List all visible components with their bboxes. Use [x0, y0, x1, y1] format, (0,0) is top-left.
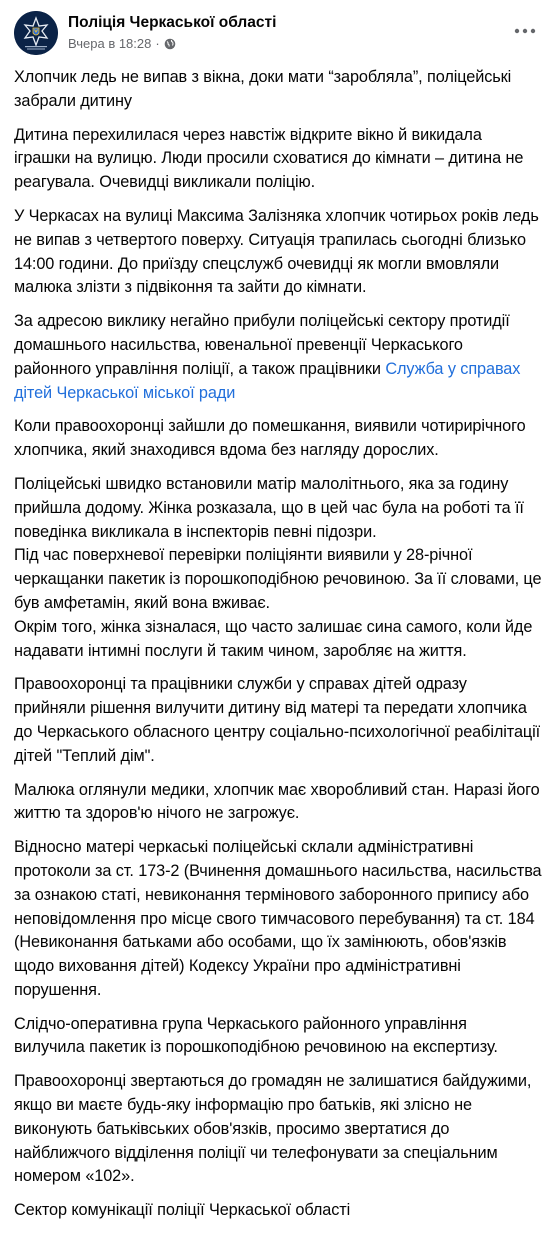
post-body — [14, 66, 542, 1233]
post-paragraph: Правоохоронці звертаються до громадян не залишатися байдужими, якщо ви маєте будь-яку інформацію про батьків, які злісно не виконують батьківських обов'язків, просимо звертатися до найближчого відділення поліції чи телефонувати за спеціальним номером «102». — [14, 1072, 532, 1186]
post-paragraph: Коли правоохоронці зайшли до помешкання, виявили чотирирічного хлопчика, який знаходився вдома без нагляду дорослих. — [14, 417, 526, 460]
post-header — [14, 11, 539, 55]
post-meta — [68, 36, 176, 51]
post-line: Окрім того, жінка зізналася, що часто залишає сина самого, коли йде надавати інтимні послуги й таким чином, заробляє на життя. — [14, 617, 533, 660]
page-name-link[interactable]: Поліція Черкаської області — [68, 14, 277, 31]
meta-separator: · — [155, 36, 160, 51]
post-signature: Сектор комунікації поліції Черкаської області — [14, 1201, 351, 1220]
post-paragraph — [14, 473, 542, 663]
globe-icon[interactable] — [164, 38, 176, 50]
post-paragraph: Відносно матері черкаські поліцейські склали адміністративні протоколи за ст. 173-2 (Вчинення домашнього насильства, насильства за ознакою статі, невиконання термінового заборонного припису або неповідомлення про місце свого тимчасового перебування) та ст. 184 (Невиконання батьками або особами, що їх замінюють, обов'язків щодо виховання дітей) Кодексу України про адміністративні порушення. — [14, 838, 542, 999]
police-badge-icon — [14, 11, 58, 55]
page-avatar[interactable] — [14, 11, 58, 55]
post-timestamp[interactable]: Вчера в 18:28 — [68, 36, 152, 51]
more-horizontal-icon — [514, 28, 536, 34]
post-paragraph: У Черкасах на вулиці Максима Залізняка хлопчик чотирьох років ледь не випав з четвертого поверху. Ситуація трапилась сьогодні близько 14:00 години. До приїзду спецслужб очевидці як могли вмовляли малюка злізти з підвіконня та зайти до кімнати. — [14, 206, 539, 297]
post-paragraph — [14, 310, 542, 405]
post-paragraph: Слідчо-оперативна група Черкаського районного управління вилучила пакетик із порошкоподібною речовиною на експертизу. — [14, 1014, 498, 1057]
child-service-link[interactable]: Служба у справах дітей Черкаської міської ради — [14, 359, 521, 402]
post-paragraph: Малюка оглянули медики, хлопчик має хворобливий стан. Наразі його життю та здоров'ю нічого не загрожує. — [14, 780, 540, 823]
post-paragraph: Правоохоронці та працівники служби у справах дітей одразу прийняли рішення вилучити дитину від матері та передати хлопчика до Черкаського обласного центру соціально-психологічної реабілітації дітей "Теплий дім". — [14, 675, 541, 765]
post-paragraph-text: За адресою виклику негайно прибули поліцейські сектору протидії домашнього насильства, ювенальної превенції Черкаського районного управління поліції, а також працівники — [14, 312, 510, 378]
post-line: Під час поверхневої перевірки поліціянти виявили у 28-річної черкащанки пакетик із порошкоподібною речовиною. За її словами, це був амфетамін, який вона вживає. — [14, 546, 542, 612]
post-paragraph: Дитина перехилилася через навстіж відкрите вікно й викидала іграшки на вулицю. Люди просили сховатися до кімнати – дитина не реагувала. Очевидці викликали поліцію. — [14, 125, 524, 192]
post-line: Поліцейські швидко встановили матір малолітнього, яка за годину прийшла додому. Жінка розказала, що в цей час була на роботі та її поведінка викликала в інспекторів певні підозри. — [14, 474, 524, 541]
post-headline: Хлопчик ледь не випав з вікна, доки мати “заробляла”, поліцейські забрали дитину — [14, 68, 512, 110]
more-options-button[interactable] — [511, 19, 539, 43]
